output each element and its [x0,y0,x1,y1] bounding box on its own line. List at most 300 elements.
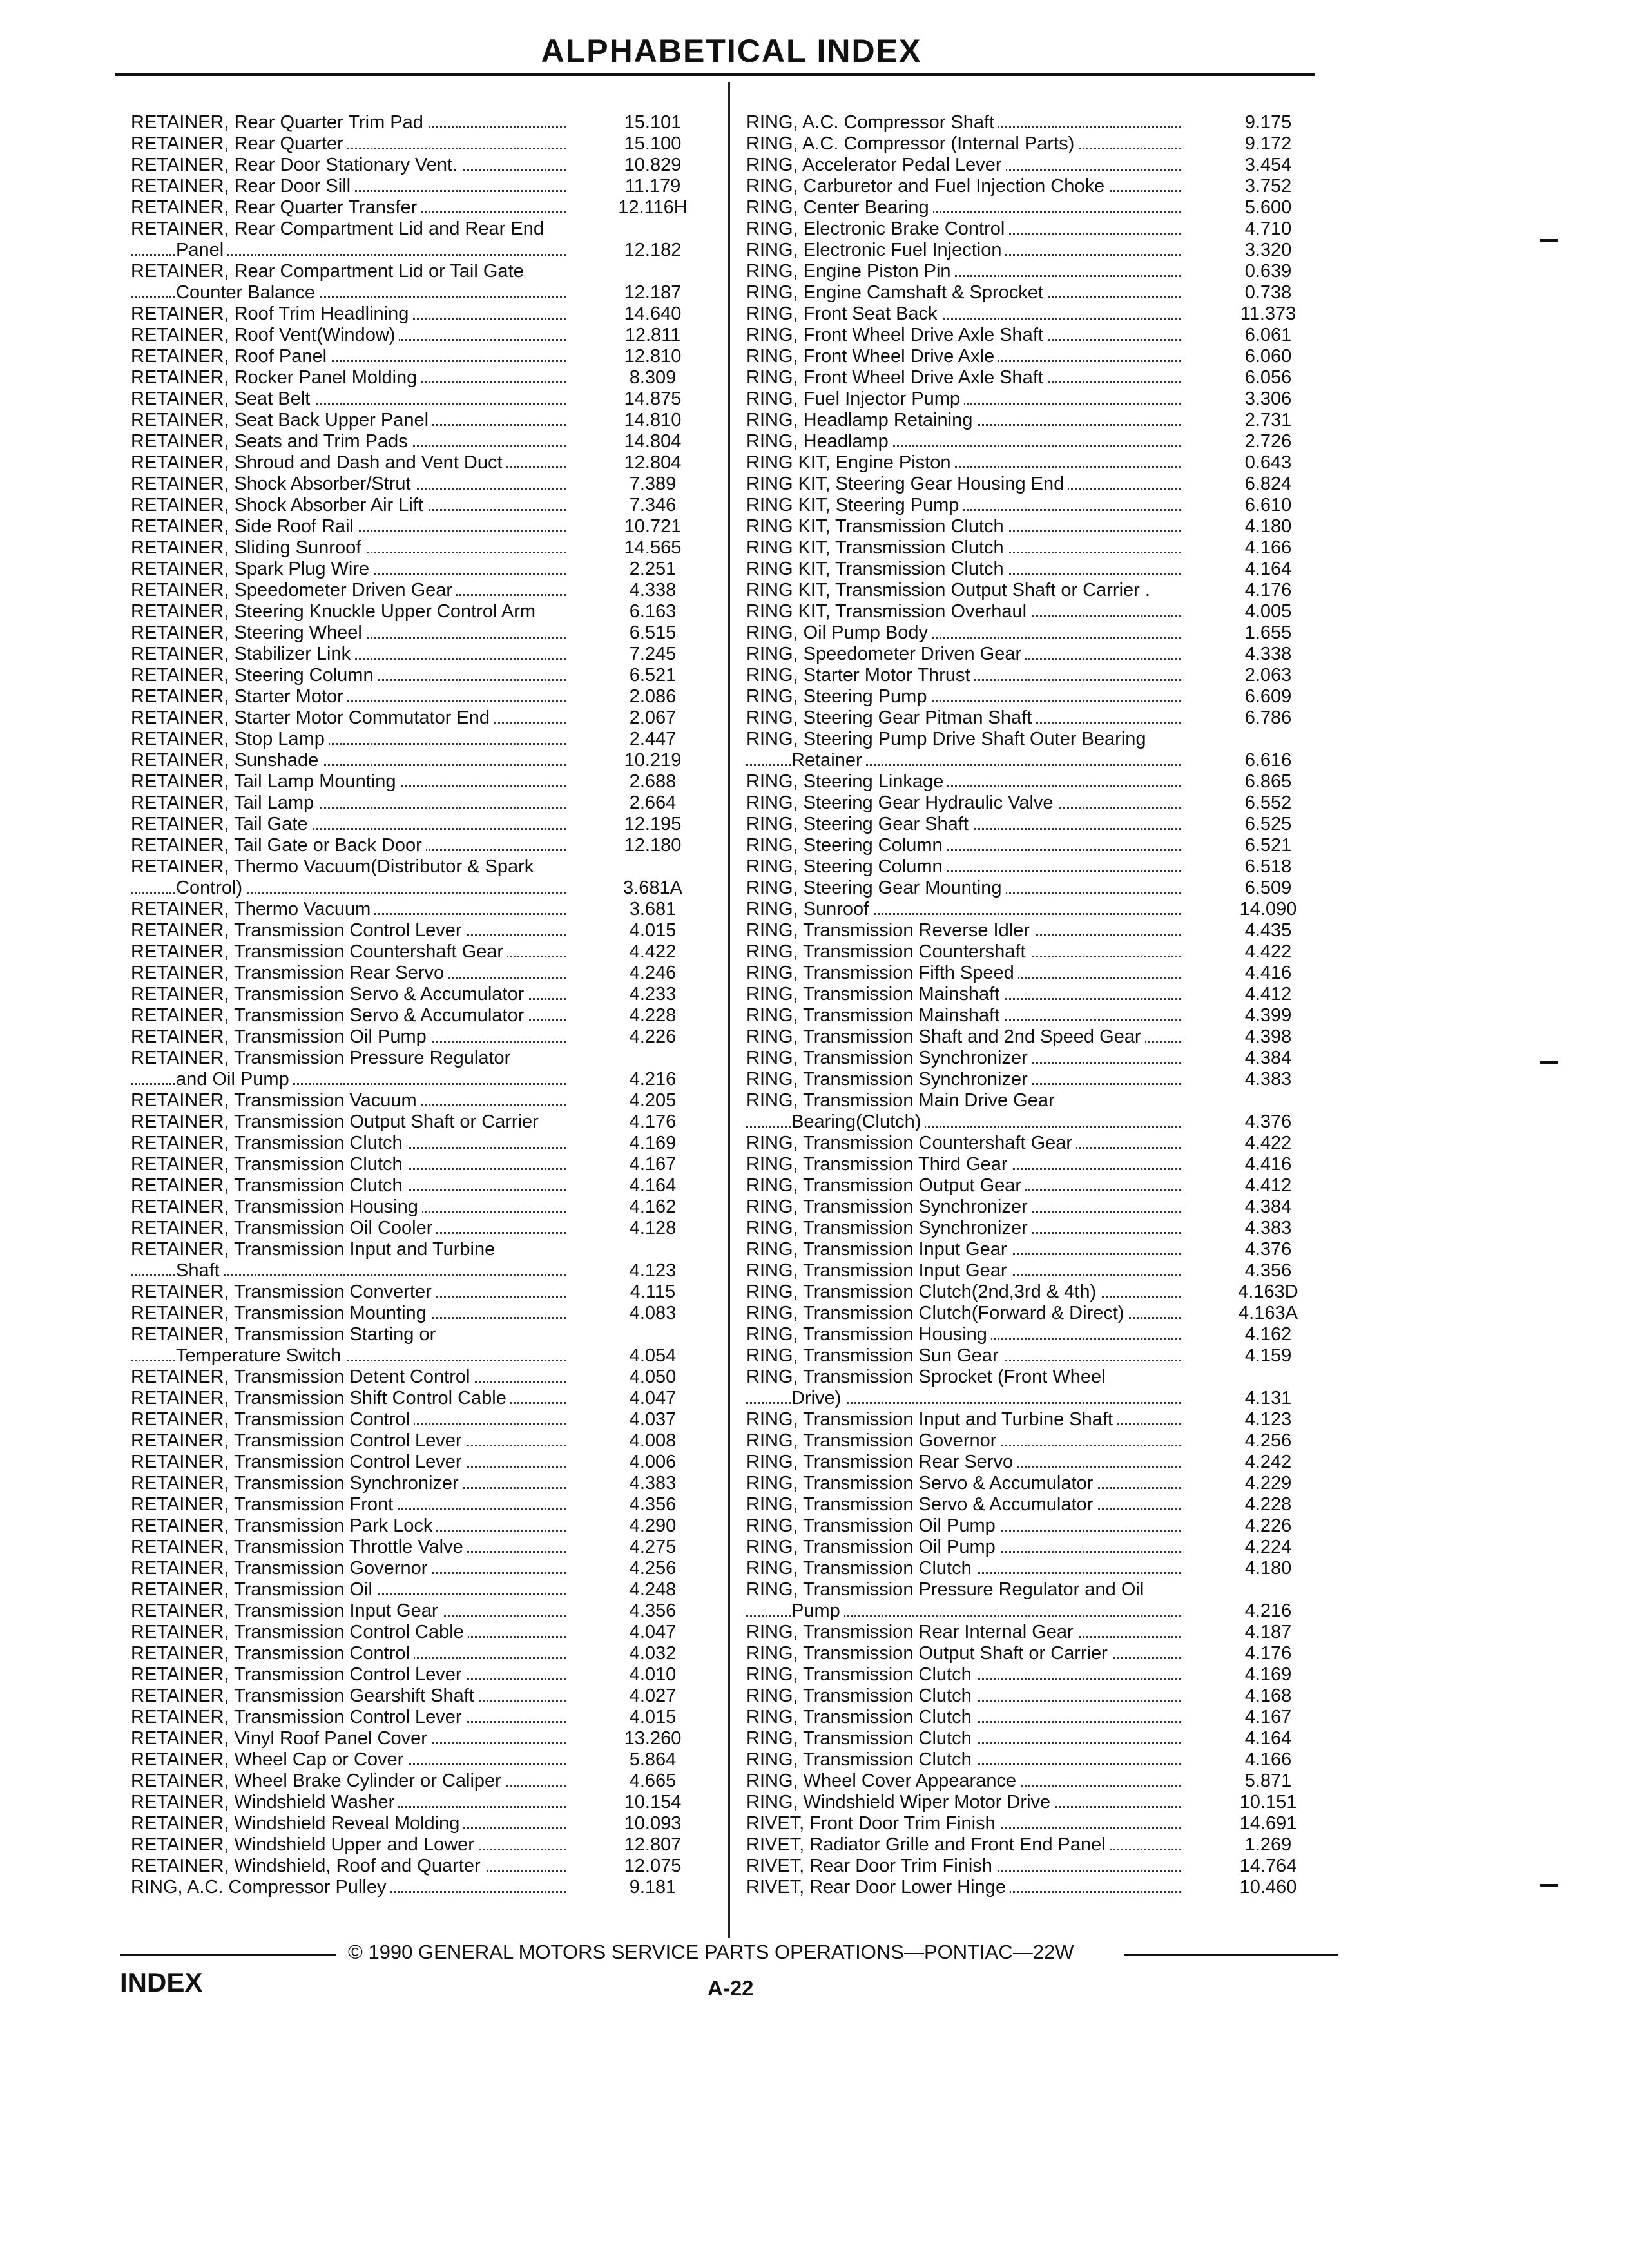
index-entry-page-ref: 0.738 [1244,282,1292,303]
index-entry [131,686,714,707]
index-entry [746,814,1329,835]
index-entry-page-ref: 15.100 [624,133,682,154]
index-entry-label-cell [131,1260,592,1282]
index-entry [746,707,1329,729]
index-entry-label-cell [131,516,592,537]
index-entry-label-cell [746,240,1207,261]
index-entry [131,835,714,856]
index-entry-label-cell [131,559,592,580]
index-entry-label-cell [131,1196,592,1218]
index-entry [746,1239,1329,1260]
index-entry-label-cell [131,835,592,856]
index-entry-label: RING, Fuel Injector Pump [746,389,964,409]
index-entry [131,920,714,941]
index-entry-page-ref: 0.639 [1244,261,1292,282]
index-entry-label-cell [131,325,592,346]
index-entry-page-ref: 4.176 [1244,580,1292,601]
index-entry-page-ref: 4.256 [629,1558,677,1579]
column-divider [728,82,730,1938]
index-entry-label: RETAINER, Transmission Input and Turbine [131,1239,499,1260]
index-entry-label-cell [746,1686,1207,1707]
index-entry-label-cell [131,1515,592,1537]
index-entry-page-ref: 4.169 [1244,1664,1292,1685]
index-entry-label: RETAINER, Transmission Front [131,1494,397,1515]
index-entry-label-cell [746,941,1207,963]
index-entry-page-ref: 6.163 [629,601,677,622]
index-entry-page-ref: 4.015 [629,920,677,941]
index-entry-label-cell [746,1345,1207,1367]
index-entry-label: RETAINER, Rear Compartment Lid and Rear End [131,218,548,239]
index-entry [131,303,714,325]
index-entry [131,771,714,793]
index-entry [746,1111,1329,1133]
index-entry-page-ref: 5.864 [629,1749,677,1770]
index-entry-label-cell [131,282,592,303]
index-entry-page-ref: 4.398 [1244,1026,1292,1047]
index-entry-label: RING, Steering Column [746,835,947,856]
index-entry-label: and Oil Pump [176,1069,293,1090]
index-entry-label: RING, Transmission Clutch [746,1664,976,1685]
index-entry-label-cell [746,474,1207,495]
index-entry-label: RETAINER, Transmission Rear Servo [131,963,448,983]
index-entry-label-cell [131,1792,592,1813]
index-entry [746,1260,1329,1282]
index-entry-label: RING, Windshield Wiper Motor Drive [746,1792,1054,1812]
index-entry-page-ref: 4.216 [1244,1600,1292,1621]
index-entry-label: RING, Electronic Fuel Injection [746,240,1005,260]
index-entry-label: RETAINER, Sliding Sunroof [131,537,365,558]
index-entry-page-ref: 6.521 [629,665,677,686]
index-entry-page-ref: 6.515 [629,622,677,643]
index-entry [746,601,1329,622]
index-entry-label-cell [131,1877,592,1898]
index-entry-label: RETAINER, Transmission Control Cable [131,1622,468,1642]
index-entry [746,197,1329,218]
index-entry-label-cell [746,1771,1207,1792]
index-entry-label-cell [131,1090,592,1111]
index-entry [131,1048,714,1069]
index-entry-label: RETAINER, Shock Absorber/Strut [131,474,415,494]
index-entry-label-cell [131,431,592,452]
index-entry-label: RING, Wheel Cover Appearance [746,1771,1020,1791]
index-entry-label-cell [746,1813,1207,1834]
index-entry [131,1622,714,1643]
index-entry [131,367,714,389]
index-entry-page-ref: 14.804 [624,431,682,452]
index-entry-page-ref: 4.412 [1244,984,1292,1004]
index-entry [131,516,714,537]
index-entry-page-ref: 7.245 [629,644,677,664]
index-entry-page-ref: 4.050 [629,1367,677,1387]
index-entry-label: RETAINER, Sunshade [131,750,322,771]
index-entry-label-cell [746,133,1207,155]
index-entry [131,750,714,771]
index-entry-label-cell [746,1409,1207,1430]
index-entry-label-cell [131,771,592,793]
index-entry-label-cell [131,303,592,325]
footer-copyright: © 1990 GENERAL MOTORS SERVICE PARTS OPERATIONS—PONTIAC—22W [348,1941,1074,1963]
index-entry-label: RING, Starter Motor Thrust [746,665,974,686]
index-entry-page-ref: 3.752 [1244,176,1292,197]
index-entry-page-ref: 2.447 [629,729,677,749]
index-entry-label-cell [746,814,1207,835]
index-entry [131,814,714,835]
index-entry-label: RETAINER, Seat Belt [131,389,314,409]
index-entry-page-ref: 4.167 [629,1154,677,1175]
index-entry [131,941,714,963]
index-entry-label-cell [746,1218,1207,1239]
left-index-column [131,112,714,1898]
index-entry [746,878,1329,899]
index-entry-label: RETAINER, Transmission Control Lever [131,1452,466,1472]
index-entry-label-cell [746,963,1207,984]
index-entry-page-ref: 4.412 [1244,1175,1292,1196]
index-entry-label: RING, Steering Linkage [746,771,947,792]
index-entry-page-ref: 4.164 [1244,559,1292,579]
index-entry-label: RETAINER, Thermo Vacuum [131,899,374,919]
index-entry-page-ref: 14.764 [1239,1856,1297,1876]
index-entry-label: RING, Transmission Housing [746,1324,991,1345]
index-entry [131,240,714,261]
index-entry [746,835,1329,856]
index-entry-label-cell [131,133,592,155]
index-entry [746,240,1329,261]
index-entry-page-ref: 4.180 [1244,516,1292,537]
index-entry-label-cell [746,516,1207,537]
index-entry [131,1069,714,1090]
index-entry-page-ref: 10.829 [624,155,682,175]
index-entry-label: RETAINER, Transmission Detent Control [131,1367,474,1387]
index-entry [131,707,714,729]
index-entry-page-ref: 4.032 [629,1643,677,1664]
index-entry-label-cell [746,1834,1207,1856]
index-entry-label-cell [746,984,1207,1005]
index-entry-page-ref: 14.875 [624,389,682,409]
index-entry-page-ref: 4.164 [629,1175,677,1196]
index-entry-label: RING KIT, Transmission Overhaul [746,601,1030,622]
index-entry-page-ref: 10.460 [1239,1877,1297,1898]
index-entry [746,963,1329,984]
index-entry-page-ref: 6.824 [1244,474,1292,494]
index-entry-page-ref: 4.167 [1244,1707,1292,1727]
index-entry-label-cell [131,197,592,218]
index-entry [131,899,714,920]
index-entry-label: RING, Transmission Synchronizer [746,1218,1032,1238]
index-entry-label-cell [746,1494,1207,1515]
index-entry-label-cell [131,1388,592,1409]
index-entry-page-ref: 6.609 [1244,686,1292,707]
index-entry [746,133,1329,155]
index-entry-label: RING, Transmission Mainshaft [746,984,1003,1004]
index-entry [131,1515,714,1537]
index-entry-page-ref: 2.726 [1244,431,1292,452]
index-entry-label: RING, Engine Camshaft & Sprocket [746,282,1047,303]
index-entry-page-ref: 12.195 [624,814,682,834]
index-entry-label: RETAINER, Transmission Control Lever [131,1430,466,1451]
index-entry-page-ref: 4.242 [1244,1452,1292,1472]
index-entry-label: RETAINER, Transmission Throttle Valve [131,1537,467,1557]
index-entry-label-cell [131,1430,592,1452]
index-entry-label: RING, Transmission Clutch [746,1686,976,1706]
index-entry-label: RING KIT, Transmission Clutch [746,516,1008,537]
index-entry-label: RETAINER, Stabilizer Link [131,644,354,664]
index-entry [131,1026,714,1048]
index-entry-label: RING, Center Bearing [746,197,933,218]
index-entry-label-cell [131,218,592,240]
index-entry-page-ref: 11.179 [624,176,681,197]
index-entry-page-ref: 9.175 [1244,112,1292,133]
index-entry-page-ref: 4.005 [1244,601,1292,622]
index-entry-label-cell [746,686,1207,707]
index-entry [746,1792,1329,1813]
index-entry-label: RETAINER, Tail Lamp [131,793,318,813]
index-entry-label-cell [746,218,1207,240]
index-entry [131,1154,714,1175]
index-entry-page-ref: 1.655 [1244,622,1292,643]
index-entry-label-cell [746,197,1207,218]
index-entry [746,941,1329,963]
index-entry-page-ref: 8.309 [629,367,677,388]
index-entry [131,1494,714,1515]
index-entry-label: RING, Transmission Synchronizer [746,1048,1032,1068]
index-entry-page-ref: 12.807 [624,1834,682,1855]
index-entry-label: RETAINER, Transmission Starting or [131,1324,439,1345]
index-entry-label-cell [131,1537,592,1558]
index-entry-label: RING, Front Wheel Drive Axle Shaft [746,367,1047,388]
index-entry-label-cell [746,622,1207,644]
index-entry-label-cell [131,1686,592,1707]
index-entry [746,1494,1329,1515]
index-entry [746,1026,1329,1048]
index-entry-label-cell [131,814,592,835]
index-entry-label: RETAINER, Rear Door Stationary Vent. [131,155,461,175]
index-entry-label-cell [131,644,592,665]
index-entry-page-ref: 3.681A [623,878,682,898]
index-entry-label: RING, Transmission Countershaft Gear [746,1133,1076,1153]
index-entry-label-cell [746,282,1207,303]
index-entry [131,218,714,240]
index-entry-label-cell [746,261,1207,282]
index-entry-label: RIVET, Front Door Trim Finish [746,1813,999,1834]
index-entry [746,1622,1329,1643]
index-entry [746,750,1329,771]
index-entry-page-ref: 4.115 [630,1282,676,1302]
index-entry-label: RING, Electronic Brake Control [746,218,1008,239]
index-entry-page-ref: 4.226 [1244,1515,1292,1536]
index-entry [131,1303,714,1324]
index-entry-page-ref: 4.166 [1244,1749,1292,1770]
index-entry [746,1090,1329,1111]
index-entry-page-ref: 12.811 [624,325,681,345]
index-entry [746,1133,1329,1154]
index-entry-label-cell [746,878,1207,899]
index-entry-label-cell [131,1856,592,1877]
index-entry-label: RETAINER, Tail Gate or Back Door [131,835,426,856]
index-entry-page-ref: 4.224 [1244,1537,1292,1557]
index-entry-page-ref: 4.163D [1238,1282,1298,1302]
index-entry [131,1600,714,1622]
index-entry [131,856,714,878]
index-entry-label: RETAINER, Starter Motor Commutator End [131,707,494,728]
index-entry-label: RETAINER, Shock Absorber Air Lift [131,495,427,515]
index-entry [746,1048,1329,1069]
index-entry-label: RING, Steering Pump [746,686,930,707]
index-entry-label-cell [131,984,592,1005]
index-entry-label: RING, Transmission Sun Gear [746,1345,1003,1366]
index-entry-label: RING KIT, Steering Gear Housing End [746,474,1068,494]
index-entry-label: RETAINER, Transmission Gearshift Shaft [131,1686,478,1706]
index-entry-label: RING, Transmission Synchronizer [746,1069,1032,1090]
index-entry-page-ref: 4.665 [629,1771,677,1791]
index-entry-label-cell [131,707,592,729]
index-entry-label: RING, Transmission Clutch(2nd,3rd & 4th) [746,1282,1100,1302]
index-entry-page-ref: 12.116H [618,197,688,218]
index-entry-page-ref: 4.180 [1244,1558,1292,1579]
index-entry [131,410,714,431]
index-entry-page-ref: 4.356 [1244,1260,1292,1281]
index-entry-label: RING, Transmission Oil Pump [746,1537,999,1557]
index-entry-label: RETAINER, Vinyl Roof Panel Cover [131,1728,431,1749]
index-entry-label-cell [131,1664,592,1686]
index-entry-label: RETAINER, Rear Quarter Transfer [131,197,421,218]
index-entry [131,176,714,197]
right-index-column [746,112,1329,1898]
index-entry [131,389,714,410]
index-entry-page-ref: 15.101 [624,112,682,133]
index-entry-label-cell [746,707,1207,729]
index-entry-page-ref: 4.384 [1244,1196,1292,1217]
index-entry-label: RETAINER, Windshield Washer [131,1792,398,1812]
index-entry-label: RETAINER, Stop Lamp [131,729,329,749]
footer-rule-left [120,1954,336,1956]
page-number: A-22 [708,1976,754,2000]
index-entry-label-cell [746,1111,1207,1133]
index-entry-label-cell [746,1537,1207,1558]
index-entry-label: RING, Transmission Oil Pump [746,1515,999,1536]
index-entry-label-cell [131,240,592,261]
index-entry-label-cell [131,1622,592,1643]
index-entry-label-cell [131,1749,592,1771]
index-entry [746,155,1329,176]
index-entry-page-ref: 4.159 [1244,1345,1292,1366]
index-entry-label-cell [746,303,1207,325]
index-entry [746,1537,1329,1558]
index-entry [131,1771,714,1792]
index-entry-page-ref: 10.219 [624,750,682,771]
index-entry [131,1686,714,1707]
index-entry [131,1430,714,1452]
index-entry-label-cell [746,1048,1207,1069]
index-entry-page-ref: 4.123 [629,1260,677,1281]
index-entry-label: RETAINER, Transmission Clutch [131,1175,407,1196]
index-entry [131,112,714,133]
index-entry [746,261,1329,282]
index-entry-label: RETAINER, Transmission Synchronizer [131,1473,463,1494]
index-entry-label: RING, A.C. Compressor Shaft [746,112,998,133]
index-entry-label: RETAINER, Transmission Vacuum [131,1090,421,1111]
index-entry-label: RING KIT, Engine Piston [746,452,955,473]
index-entry-page-ref: 10.093 [624,1813,682,1834]
index-entry-page-ref: 7.346 [629,495,677,515]
index-entry [131,282,714,303]
index-entry [131,1473,714,1494]
page-title: ALPHABETICAL INDEX [541,33,922,69]
index-entry-page-ref: 4.166 [1244,537,1292,558]
index-entry [746,1515,1329,1537]
index-entry-label-cell [131,261,592,282]
index-entry [746,1069,1329,1090]
index-entry-label: Counter Balance [176,282,319,303]
index-entry-page-ref: 4.338 [629,580,677,601]
index-entry [131,878,714,899]
index-entry-page-ref: 4.376 [1244,1111,1292,1132]
index-entry [746,516,1329,537]
index-entry-label: RING, A.C. Compressor Pulley [131,1877,390,1898]
index-entry-label: RING, Transmission Rear Internal Gear [746,1622,1077,1642]
index-entry-label: RETAINER, Rear Door Sill [131,176,354,197]
index-entry-label-cell [746,1388,1207,1409]
index-entry-page-ref: 4.290 [629,1515,677,1536]
index-entry-page-ref: 4.383 [1244,1069,1292,1090]
index-entry-page-ref: 14.565 [624,537,682,558]
index-entry-label-cell [746,601,1207,622]
index-entry-label: RETAINER, Steering Column [131,665,378,686]
index-entry-page-ref: 9.181 [629,1877,677,1898]
index-entry-page-ref: 4.162 [1244,1324,1292,1345]
index-entry [131,325,714,346]
index-entry [131,1707,714,1728]
index-entry-label-cell [131,1048,592,1069]
index-entry-label: RING, Transmission Mainshaft [746,1005,1003,1026]
index-entry [131,1452,714,1473]
index-entry-label-cell [131,474,592,495]
index-entry-label: RING, Engine Piston Pin [746,261,955,282]
index-entry-page-ref: 12.180 [624,835,682,856]
index-entry-label-cell [746,452,1207,474]
index-entry-page-ref: 4.399 [1244,1005,1292,1026]
index-entry-label-cell [131,1282,592,1303]
index-entry-label-cell [746,1260,1207,1282]
index-entry-label: RETAINER, Windshield Upper and Lower [131,1834,478,1855]
index-entry-page-ref: 4.205 [629,1090,677,1111]
index-entry [746,1686,1329,1707]
index-entry [131,1260,714,1282]
index-entry [131,1239,714,1260]
index-entry-label-cell [746,1707,1207,1728]
index-entry-label-cell [746,176,1207,197]
index-entry-label: RING, Transmission Fifth Speed [746,963,1018,983]
index-entry-page-ref: 4.416 [1244,963,1292,983]
index-entry-label-cell [131,155,592,176]
index-entry [746,474,1329,495]
index-entry-label: RETAINER, Rear Quarter Trim Pad [131,112,427,133]
index-entry-page-ref: 6.518 [1244,856,1292,877]
index-entry [746,176,1329,197]
index-entry-page-ref: 4.008 [629,1430,677,1451]
index-entry [746,389,1329,410]
index-entry [131,1388,714,1409]
index-entry-label-cell [131,941,592,963]
index-entry-page-ref: 6.061 [1244,325,1292,345]
index-entry-label-cell [131,1367,592,1388]
index-entry-label-cell [746,559,1207,580]
index-entry [131,729,714,750]
index-entry-label-cell [746,1005,1207,1026]
index-entry [746,1473,1329,1494]
index-entry-page-ref: 4.010 [629,1664,677,1685]
index-entry-label: RING, Speedometer Driven Gear [746,644,1025,664]
index-entry [131,495,714,516]
